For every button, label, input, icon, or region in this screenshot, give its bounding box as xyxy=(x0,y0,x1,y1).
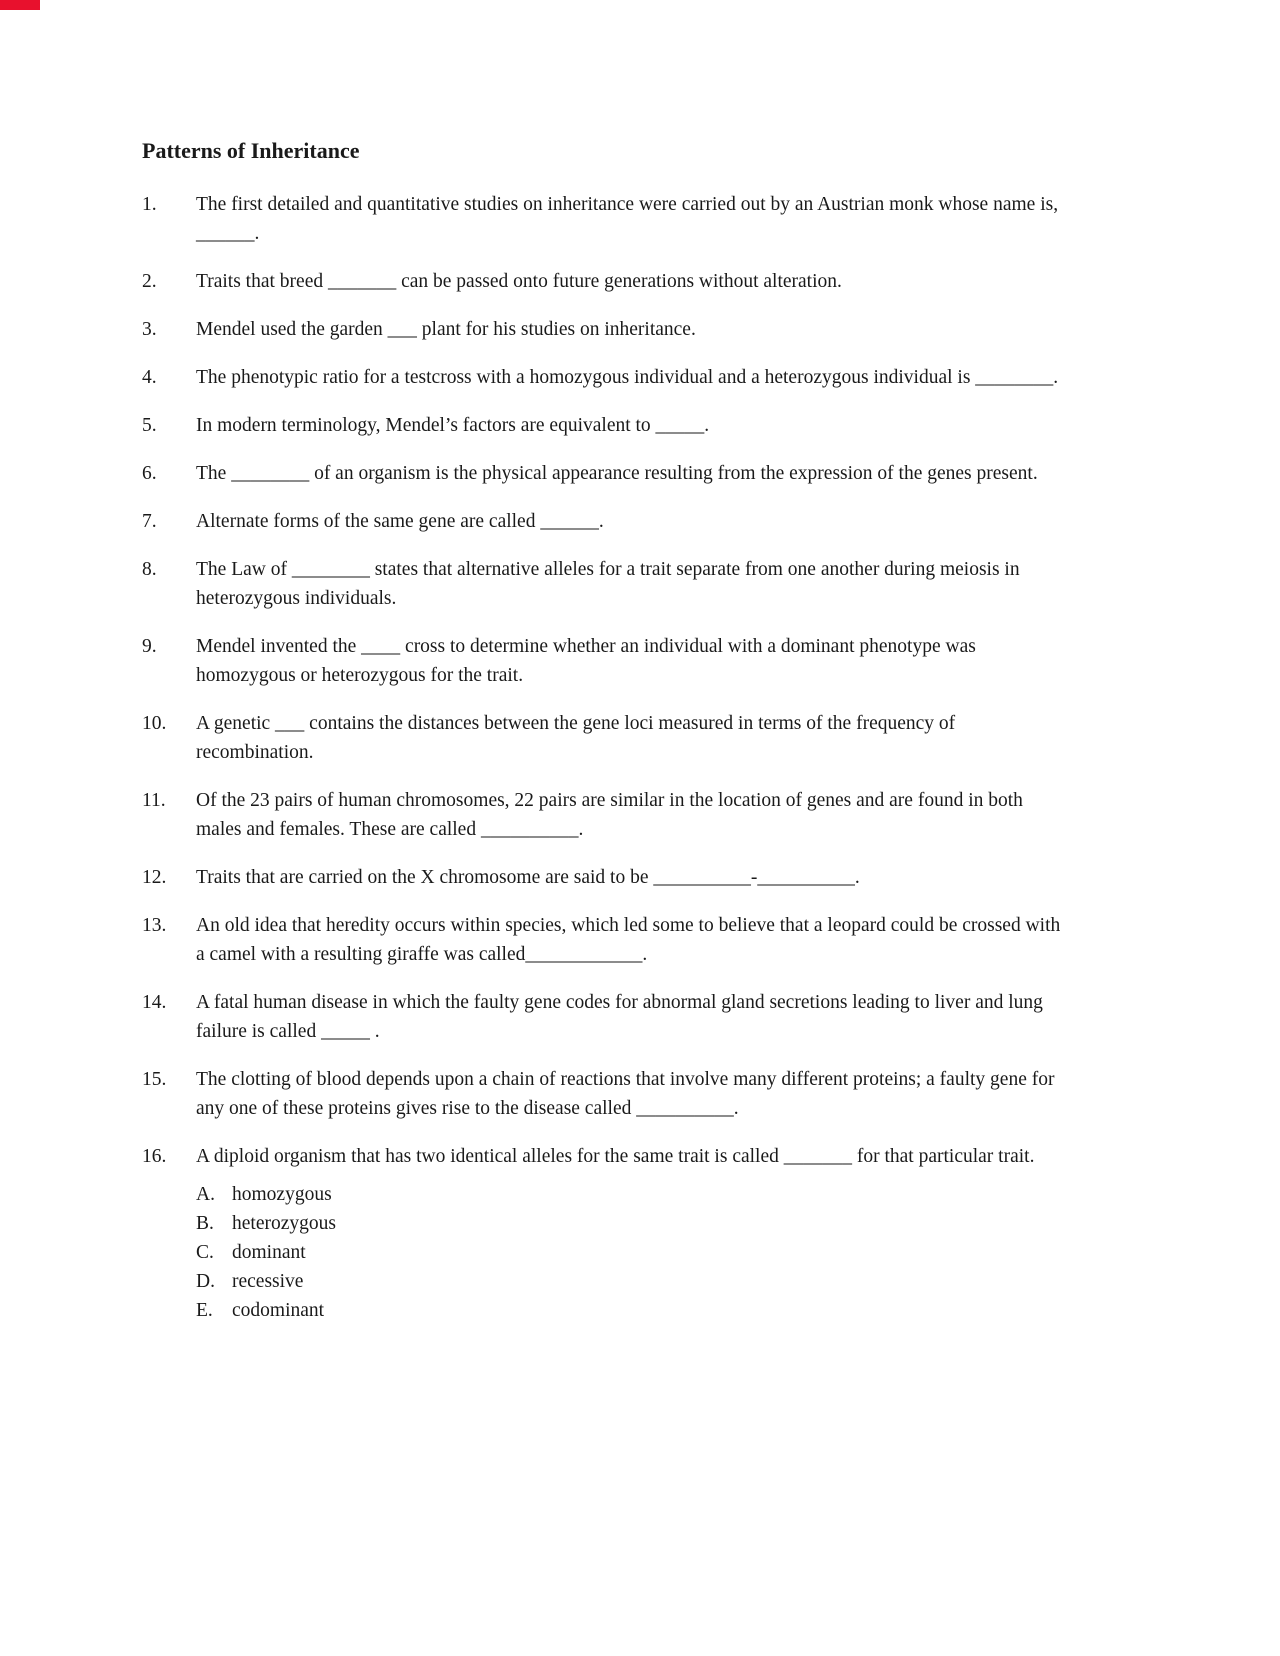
question-text: The phenotypic ratio for a testcross with a homozygous individual and a heterozygous individual is ________. xyxy=(196,367,1059,389)
choice-text: recessive xyxy=(232,1271,304,1293)
question-item-12 xyxy=(142,863,1072,892)
choice-letter: A. xyxy=(196,1184,215,1206)
question-text: A fatal human disease in which the faulty gene codes for abnormal gland secretions leading to liver and lung failure is called _____ . xyxy=(196,992,1043,1043)
question-item-1 xyxy=(142,190,1072,248)
question-text: The clotting of blood depends upon a chain of reactions that involve many different proteins; a faulty gene for any one of these proteins gives rise to the disease called __________. xyxy=(196,1069,1055,1120)
choice-text: dominant xyxy=(232,1242,306,1264)
question-number: 6. xyxy=(142,463,157,485)
question-text: Traits that breed _______ can be passed onto future generations without alteration. xyxy=(196,271,842,293)
question-number: 5. xyxy=(142,415,157,437)
question-number: 12. xyxy=(142,867,167,889)
question-number: 1. xyxy=(142,194,157,216)
choice-item-e xyxy=(196,1296,1072,1325)
question-number: 16. xyxy=(142,1146,167,1168)
question-number: 14. xyxy=(142,992,167,1014)
question-item-4 xyxy=(142,363,1072,392)
question-text: Alternate forms of the same gene are called ______. xyxy=(196,511,604,533)
choice-item-a xyxy=(196,1180,1072,1209)
question-number: 3. xyxy=(142,319,157,341)
question-text: Mendel invented the ____ cross to determine whether an individual with a dominant phenotype was homozygous or heterozygous for the trait. xyxy=(196,636,976,687)
choice-item-b xyxy=(196,1209,1072,1238)
question-text: Of the 23 pairs of human chromosomes, 22 pairs are similar in the location of genes and are found in both males and females. These are called __________. xyxy=(196,790,1023,841)
choice-letter: E. xyxy=(196,1300,213,1322)
question-text: The Law of ________ states that alternative alleles for a trait separate from one another during meiosis in heterozygous individuals. xyxy=(196,559,1020,610)
question-text: Mendel used the garden ___ plant for his studies on inheritance. xyxy=(196,319,696,341)
question-number: 2. xyxy=(142,271,157,293)
question-number: 15. xyxy=(142,1069,167,1091)
choice-text: codominant xyxy=(232,1300,325,1322)
question-item-5 xyxy=(142,411,1072,440)
choice-list xyxy=(196,1180,1072,1325)
question-number: 11. xyxy=(142,790,166,812)
question-text: The ________ of an organism is the physical appearance resulting from the expression of the genes present. xyxy=(196,463,1038,485)
page-title: Patterns of Inheritance xyxy=(142,138,360,163)
question-item-7 xyxy=(142,507,1072,536)
top-left-red-mark xyxy=(0,0,40,10)
choice-text: homozygous xyxy=(232,1184,332,1206)
question-text: In modern terminology, Mendel’s factors are equivalent to _____. xyxy=(196,415,710,437)
question-text: The first detailed and quantitative studies on inheritance were carried out by an Austrian monk whose name is, ______. xyxy=(196,194,1059,245)
question-item-14 xyxy=(142,988,1072,1046)
question-item-13 xyxy=(142,911,1072,969)
question-item-15 xyxy=(142,1065,1072,1123)
question-number: 13. xyxy=(142,915,167,937)
question-item-3 xyxy=(142,315,1072,344)
choice-text: heterozygous xyxy=(232,1213,336,1235)
question-number: 9. xyxy=(142,636,157,658)
question-number: 8. xyxy=(142,559,157,581)
choice-letter: D. xyxy=(196,1271,215,1293)
choice-letter: B. xyxy=(196,1213,214,1235)
question-number: 7. xyxy=(142,511,157,533)
question-item-8 xyxy=(142,555,1072,613)
question-item-11 xyxy=(142,786,1072,844)
question-item-10 xyxy=(142,709,1072,767)
question-text: An old idea that heredity occurs within species, which led some to believe that a leopard could be crossed with a camel with a resulting giraffe was called____________. xyxy=(196,915,1061,966)
question-text: Traits that are carried on the X chromosome are said to be __________-__________. xyxy=(196,867,860,889)
question-text: A genetic ___ contains the distances between the gene loci measured in terms of the frequency of recombination. xyxy=(196,713,956,764)
question-number: 4. xyxy=(142,367,157,389)
question-number: 10. xyxy=(142,713,167,735)
choice-letter: C. xyxy=(196,1242,214,1264)
question-item-16 xyxy=(142,1142,1072,1325)
question-text: A diploid organism that has two identical alleles for the same trait is called _______ for that particular trait. xyxy=(196,1146,1035,1168)
question-item-2 xyxy=(142,267,1072,296)
question-item-6 xyxy=(142,459,1072,488)
question-item-9 xyxy=(142,632,1072,690)
choice-item-c xyxy=(196,1238,1072,1267)
choice-item-d xyxy=(196,1267,1072,1296)
